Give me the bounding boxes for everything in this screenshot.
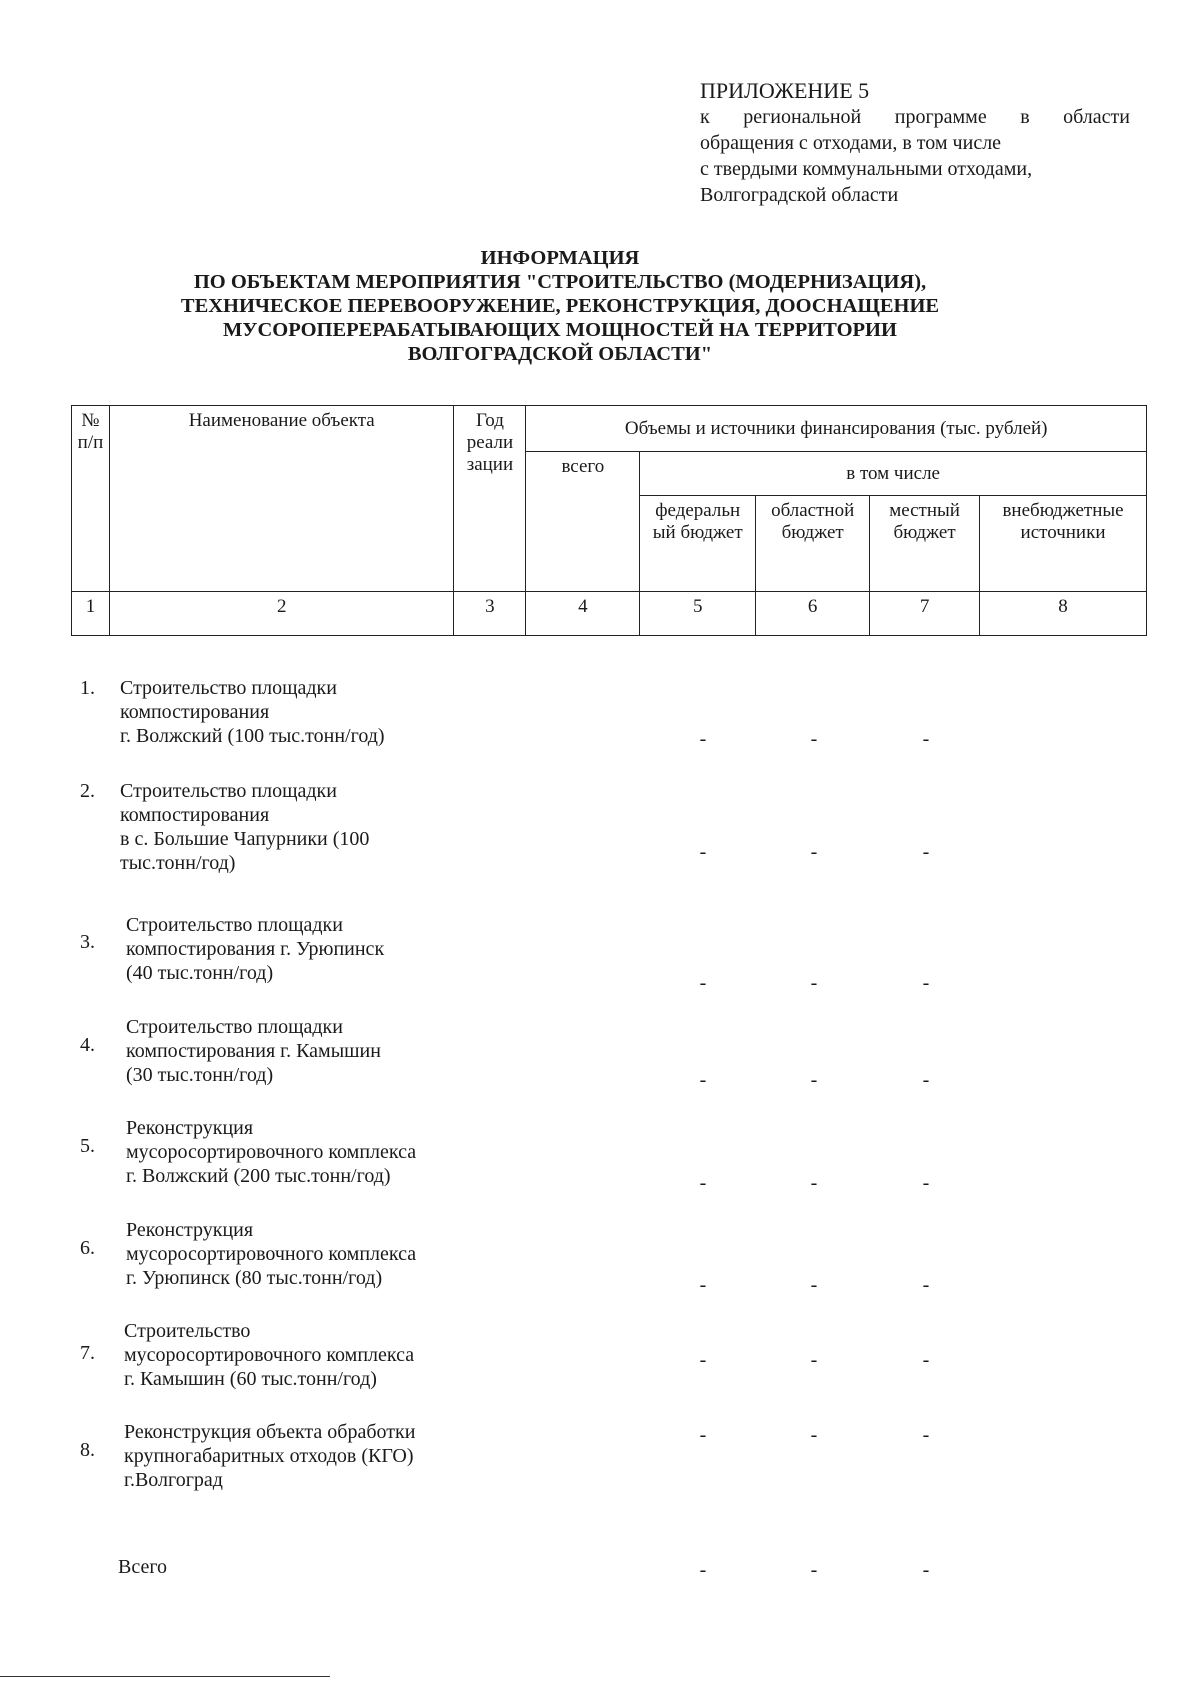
column-number: 4 bbox=[526, 592, 640, 636]
row-number: 6. bbox=[80, 1237, 95, 1259]
object-name-line: Строительство bbox=[124, 1320, 251, 1342]
local-cell: - bbox=[922, 1559, 930, 1581]
object-name-line: компостирования bbox=[120, 701, 270, 723]
header-offbudget: внебюджетные источники bbox=[980, 496, 1147, 592]
object-name-line: г.Волгоград bbox=[124, 1469, 223, 1491]
object-name-line: в с. Большие Чапурники (100 bbox=[120, 828, 370, 850]
local-cell: - bbox=[922, 972, 930, 994]
object-name-line: Реконструкция объекта обработки bbox=[124, 1421, 416, 1443]
federal-cell: - bbox=[699, 1274, 707, 1296]
object-name-line: Реконструкция bbox=[126, 1219, 254, 1241]
local-cell: - bbox=[922, 1349, 930, 1371]
row-number: 8. bbox=[80, 1439, 95, 1461]
column-number: 2 bbox=[109, 592, 453, 636]
regional-cell: - bbox=[810, 841, 818, 863]
title-line: МУСОРОПЕРЕРАБАТЫВАЮЩИХ МОЩНОСТЕЙ НА ТЕРРИТОРИИ bbox=[223, 319, 897, 341]
local-cell: - bbox=[922, 1069, 930, 1091]
header-year: Год реали зации bbox=[454, 406, 526, 592]
object-name-line: г. Волжский (100 тыс.тонн/год) bbox=[120, 725, 385, 747]
local-cell: - bbox=[922, 841, 930, 863]
appendix-line: с твердыми коммунальными отходами, bbox=[700, 158, 1033, 180]
object-name-line: г. Волжский (200 тыс.тонн/год) bbox=[126, 1165, 391, 1187]
local-cell: - bbox=[922, 1424, 930, 1446]
title-line: ТЕХНИЧЕСКОЕ ПЕРЕВООРУЖЕНИЕ, РЕКОНСТРУКЦИЯ, ДООСНАЩЕНИЕ bbox=[180, 295, 940, 317]
federal-cell: - bbox=[699, 972, 707, 994]
column-number: 3 bbox=[454, 592, 526, 636]
object-name-line: мусоросортировочного комплекса bbox=[124, 1344, 415, 1366]
federal-cell: - bbox=[699, 1349, 707, 1371]
object-name-line: (40 тыс.тонн/год) bbox=[126, 962, 274, 984]
object-name-line: Строительство площадки bbox=[126, 1016, 343, 1038]
title-line: ИНФОРМАЦИЯ bbox=[480, 247, 640, 269]
federal-cell: - bbox=[699, 841, 707, 863]
federal-cell: - bbox=[699, 728, 707, 750]
title-line: ПО ОБЪЕКТАМ МЕРОПРИЯТИЯ "СТРОИТЕЛЬСТВО (МОДЕРНИЗАЦИЯ), bbox=[193, 271, 927, 293]
object-name-line: крупногабаритных отходов (КГО) bbox=[124, 1445, 414, 1467]
object-name-line: г. Камышин (60 тыс.тонн/год) bbox=[124, 1368, 377, 1390]
footnote-divider bbox=[0, 1676, 330, 1677]
local-cell: - bbox=[922, 728, 930, 750]
object-name-line: компостирования г. Урюпинск bbox=[126, 938, 385, 960]
header-num: № п/п bbox=[72, 406, 110, 592]
appendix-line: Волгоградской области bbox=[700, 184, 899, 206]
row-number: 4. bbox=[80, 1034, 95, 1056]
header-including: в том числе bbox=[640, 452, 1147, 496]
document-title bbox=[150, 246, 970, 366]
object-name-line: тыс.тонн/год) bbox=[120, 852, 236, 874]
regional-cell: - bbox=[810, 972, 818, 994]
table-header bbox=[71, 405, 1147, 636]
regional-cell: - bbox=[810, 1274, 818, 1296]
regional-cell: - bbox=[810, 728, 818, 750]
header-regional: областной бюджет bbox=[756, 496, 870, 592]
object-name-line: (30 тыс.тонн/год) bbox=[126, 1064, 274, 1086]
object-name-line: Всего bbox=[118, 1556, 168, 1578]
object-name-line: Реконструкция bbox=[126, 1117, 254, 1139]
title-line: ВОЛГОГРАДСКОЙ ОБЛАСТИ" bbox=[407, 343, 713, 365]
regional-cell: - bbox=[810, 1069, 818, 1091]
header-total: всего bbox=[526, 452, 640, 592]
federal-cell: - bbox=[699, 1172, 707, 1194]
federal-cell: - bbox=[699, 1424, 707, 1446]
local-cell: - bbox=[922, 1172, 930, 1194]
appendix-heading: ПРИЛОЖЕНИЕ 5 bbox=[700, 78, 870, 103]
header-federal: федеральн ый бюджет bbox=[640, 496, 756, 592]
object-name-line: мусоросортировочного комплекса bbox=[126, 1141, 417, 1163]
header-name: Наименование объекта bbox=[109, 406, 453, 592]
appendix-line: к региональной программе в области bbox=[700, 106, 1130, 128]
regional-cell: - bbox=[810, 1172, 818, 1194]
regional-cell: - bbox=[810, 1349, 818, 1371]
regional-cell: - bbox=[810, 1424, 818, 1446]
column-number-row bbox=[72, 592, 1147, 636]
object-name-line: Строительство площадки bbox=[126, 914, 343, 936]
federal-cell: - bbox=[699, 1559, 707, 1581]
appendix-block bbox=[700, 78, 1130, 208]
column-number: 1 bbox=[72, 592, 110, 636]
local-cell: - bbox=[922, 1274, 930, 1296]
row-number: 3. bbox=[80, 931, 95, 953]
column-number: 5 bbox=[640, 592, 756, 636]
row-number: 7. bbox=[80, 1342, 95, 1364]
row-number: 2. bbox=[80, 780, 95, 802]
column-number: 8 bbox=[980, 592, 1147, 636]
object-name-line: компостирования bbox=[120, 804, 270, 826]
regional-cell: - bbox=[810, 1559, 818, 1581]
row-number: 5. bbox=[80, 1135, 95, 1157]
column-number: 6 bbox=[756, 592, 870, 636]
object-name-line: Строительство площадки bbox=[120, 780, 337, 802]
row-number: 1. bbox=[80, 677, 95, 699]
column-number: 7 bbox=[870, 592, 980, 636]
federal-cell: - bbox=[699, 1069, 707, 1091]
header-local: местный бюджет bbox=[870, 496, 980, 592]
object-name-line: компостирования г. Камышин bbox=[126, 1040, 381, 1062]
header-funding: Объемы и источники финансирования (тыс. рублей) bbox=[526, 406, 1147, 452]
object-name-line: Строительство площадки bbox=[120, 677, 337, 699]
object-name-line: мусоросортировочного комплекса bbox=[126, 1243, 417, 1265]
appendix-line: обращения с отходами, в том числе bbox=[700, 132, 1002, 154]
object-name-line: г. Урюпинск (80 тыс.тонн/год) bbox=[126, 1267, 383, 1289]
